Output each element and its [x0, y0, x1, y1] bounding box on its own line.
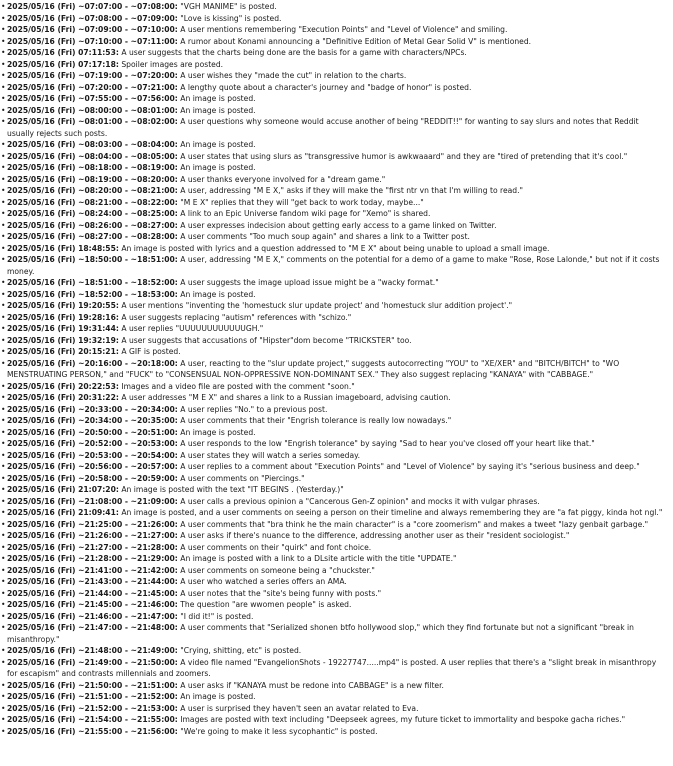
entry-timestamp: 2025/05/16 (Fri) ~21:48:00 - ~21:49:00: [7, 646, 178, 655]
bullet-icon: • [1, 726, 6, 736]
log-entry [1, 243, 665, 255]
entry-timestamp: 2025/05/16 (Fri) ~21:52:00 - ~21:53:00: [7, 703, 178, 713]
bullet-icon: • [1, 13, 6, 23]
log-entry [1, 162, 665, 174]
entry-timestamp: 2025/05/16 (Fri) ~21:25:00 - ~21:26:00: [7, 519, 178, 529]
entry-timestamp: 2025/05/16 (Fri) 21:09:41: [7, 508, 119, 517]
entry-timestamp: 2025/05/16 (Fri) ~08:24:00 - ~08:25:00: [7, 209, 178, 218]
entry-timestamp: 2025/05/16 (Fri) ~18:52:00 - ~18:53:00: [7, 289, 178, 299]
entry-timestamp: 2025/05/16 (Fri) ~21:55:00 - ~21:56:00: [7, 726, 178, 736]
bullet-icon: • [1, 151, 6, 161]
log-entry [1, 312, 665, 324]
entry-text: A user comments that "Serialized shonen btfo hollywood slop," which they find fortunate but not a significant "break in misanthropy." [7, 623, 634, 644]
entry-timestamp: 2025/05/16 (Fri) ~21:54:00 - ~21:55:00: [7, 715, 178, 724]
entry-timestamp: 2025/05/16 (Fri) ~20:52:00 - ~20:53:00: [7, 439, 178, 448]
bullet-icon: • [1, 82, 6, 92]
log-entry [1, 82, 665, 94]
bullet-icon: • [1, 347, 6, 356]
log-entry [1, 59, 665, 71]
entry-timestamp: 2025/05/16 (Fri) ~08:20:00 - ~08:21:00: [7, 186, 178, 195]
entry-timestamp: 2025/05/16 (Fri) 21:07:20: [7, 485, 119, 494]
entry-text: An image is posted with a link to a DLsite article with the title "UPDATE." [180, 554, 457, 563]
entry-timestamp: 2025/05/16 (Fri) 07:11:53: [7, 48, 119, 57]
log-entry [1, 703, 665, 715]
log-entry [1, 13, 665, 25]
log-entry [1, 622, 665, 645]
entry-text: A user comments that their "Engrish tolerance is really low nowadays." [180, 416, 452, 425]
log-entry [1, 254, 665, 277]
log-entry [1, 611, 665, 623]
entry-timestamp: 2025/05/16 (Fri) ~08:26:00 - ~08:27:00: [7, 220, 178, 230]
entry-timestamp: 2025/05/16 (Fri) ~08:01:00 - ~08:02:00: [7, 117, 178, 126]
log-entry [1, 438, 665, 450]
bullet-icon: • [1, 623, 6, 632]
bullet-icon: • [1, 278, 6, 287]
log-entry [1, 139, 665, 151]
entry-text: "VGH MANIME" is posted. [180, 2, 277, 11]
entry-timestamp: 2025/05/16 (Fri) 19:32:19: [7, 335, 119, 345]
entry-timestamp: 2025/05/16 (Fri) 20:31:22: [7, 393, 119, 402]
entry-text: "M E X" replies that they will "get back to work today, maybe..." [180, 197, 424, 207]
entry-timestamp: 2025/05/16 (Fri) ~21:08:00 - ~21:09:00: [7, 496, 178, 506]
log-entry [1, 185, 665, 197]
log-entry [1, 1, 665, 13]
bullet-icon: • [1, 220, 6, 230]
log-entry [1, 542, 665, 554]
entry-text: A user comments "Too much soup again" and shares a link to a Twitter post. [180, 232, 470, 241]
entry-text: A rumor about Konami announcing a "Definitive Edition of Metal Gear Solid V" is mentioned. [180, 36, 532, 46]
entry-timestamp: 2025/05/16 (Fri) 19:31:44: [7, 324, 119, 333]
entry-text: A user, addressing "M E X," comments on the potential for a demo of a game to make "Rose, Rose Lalonde," but not if it costs money. [7, 255, 660, 276]
entry-timestamp: 2025/05/16 (Fri) 18:48:55: [7, 243, 119, 253]
log-entry [1, 473, 665, 485]
log-entry [1, 726, 665, 738]
entry-text: "Crying, shitting, etc" is posted. [180, 646, 302, 655]
log-entry [1, 588, 665, 600]
log-entry [1, 415, 665, 427]
bullet-icon: • [1, 393, 6, 402]
entry-timestamp: 2025/05/16 (Fri) ~07:19:00 - ~07:20:00: [7, 71, 178, 80]
log-entry [1, 565, 665, 577]
bullet-icon: • [1, 588, 6, 598]
bullet-icon: • [1, 611, 6, 621]
bullet-icon: • [1, 439, 6, 448]
entry-text: A user states that using slurs as "transgressive humor is awkwaaard" and they are "tired of pretending that it's cool." [180, 151, 628, 161]
entry-timestamp: 2025/05/16 (Fri) ~21:46:00 - ~21:47:00: [7, 611, 178, 621]
bullet-icon: • [1, 531, 6, 540]
log-entry [1, 358, 665, 381]
bullet-icon: • [1, 416, 6, 425]
bullet-icon: • [1, 48, 6, 57]
entry-text: A user mentions remembering "Execution Points" and "Level of Violence" and smiling. [180, 25, 508, 34]
bullet-icon: • [1, 358, 6, 368]
entry-timestamp: 2025/05/16 (Fri) ~21:43:00 - ~21:44:00: [7, 577, 178, 586]
log-entry [1, 105, 665, 117]
bullet-icon: • [1, 209, 6, 218]
entry-timestamp: 2025/05/16 (Fri) ~20:34:00 - ~20:35:00: [7, 416, 178, 425]
bullet-icon: • [1, 324, 6, 333]
entry-text: Images and a video file are posted with the comment "soon." [121, 381, 355, 391]
entry-timestamp: 2025/05/16 (Fri) ~21:28:00 - ~21:29:00: [7, 554, 178, 563]
entry-text: A user comments on their "quirk" and font choice. [180, 542, 372, 552]
log-entry [1, 277, 665, 289]
bullet-icon: • [1, 59, 6, 69]
log-entry [1, 427, 665, 439]
bullet-icon: • [1, 473, 6, 483]
bullet-icon: • [1, 301, 6, 310]
bullet-icon: • [1, 692, 6, 701]
entry-timestamp: 2025/05/16 (Fri) ~20:50:00 - ~20:51:00: [7, 427, 178, 437]
log-entry [1, 93, 665, 105]
entry-text: An image is posted. [180, 105, 256, 115]
bullet-icon: • [1, 404, 6, 414]
bullet-icon: • [1, 496, 6, 506]
bullet-icon: • [1, 462, 6, 471]
bullet-icon: • [1, 36, 6, 46]
log-entry [1, 496, 665, 508]
bullet-icon: • [1, 174, 6, 184]
entry-timestamp: 2025/05/16 (Fri) ~08:04:00 - ~08:05:00: [7, 151, 178, 161]
entry-timestamp: 2025/05/16 (Fri) ~21:47:00 - ~21:48:00: [7, 623, 178, 632]
entry-timestamp: 2025/05/16 (Fri) ~21:44:00 - ~21:45:00: [7, 588, 178, 598]
bullet-icon: • [1, 600, 6, 609]
entry-text: A link to an Epic Universe fandom wiki page for "Xemo" is shared. [180, 209, 431, 218]
log-entry [1, 530, 665, 542]
entry-text: A user suggests that the charts being done are the basis for a game with characters/NPCs. [121, 48, 467, 57]
bullet-icon: • [1, 542, 6, 552]
entry-text: A user notes that the "site's being funny with posts." [180, 588, 382, 598]
log-entry [1, 335, 665, 347]
entry-text: A user replies to a comment about "Execution Points" and "Level of Violence" by saying it's "serious business and deep." [180, 462, 640, 471]
entry-timestamp: 2025/05/16 (Fri) ~07:55:00 - ~07:56:00: [7, 94, 178, 103]
log-entry [1, 220, 665, 232]
log-entry [1, 519, 665, 531]
entry-text: A user asks if "KANAYA must be redone into CABBAGE" is a new filter. [180, 680, 444, 690]
log-entry [1, 208, 665, 220]
entry-text: A user is surprised they haven't seen an avatar related to Eva. [180, 703, 419, 713]
log-entry [1, 24, 665, 36]
entry-text: "Love is kissing" is posted. [180, 13, 282, 23]
entry-text: A user comments on someone being a "chuckster." [180, 565, 375, 575]
entry-text: An image is posted. [180, 289, 256, 299]
entry-timestamp: 2025/05/16 (Fri) ~18:51:00 - ~18:52:00: [7, 278, 178, 287]
log-entry [1, 70, 665, 82]
entry-timestamp: 2025/05/16 (Fri) ~07:07:00 - ~07:08:00: [7, 2, 178, 11]
bullet-icon: • [1, 243, 6, 253]
log-entry [1, 323, 665, 335]
entry-text: A user thanks everyone involved for a "dream game." [180, 174, 386, 184]
log-entry [1, 599, 665, 611]
log-entry [1, 47, 665, 59]
bullet-icon: • [1, 554, 6, 563]
bullet-icon: • [1, 255, 6, 264]
entry-timestamp: 2025/05/16 (Fri) 20:22:53: [7, 381, 119, 391]
log-entry [1, 289, 665, 301]
bullet-icon: • [1, 485, 6, 494]
log-entry [1, 404, 665, 416]
entry-text: A lengthy quote about a character's journey and "badge of honor" is posted. [180, 82, 472, 92]
entry-timestamp: 2025/05/16 (Fri) ~21:51:00 - ~21:52:00: [7, 692, 178, 701]
entry-text: A user replies "No." to a previous post. [180, 404, 328, 414]
entry-text: A user, reacting to the "slur update project," suggests autocorrecting "YOU" to "XE/XER" and "BITCH/BITCH" to "WO MENSTRUATING PERSON," and "FUCK" to "CONSENSUAL NON-OPPRESSIVE NON-DOMINANT SEX." They also suggest replacing "KANAYA" with "CABBAGE." [7, 358, 620, 379]
log-entry [1, 507, 665, 519]
bullet-icon: • [1, 646, 6, 655]
entry-text: A user, addressing "M E X," asks if they will make the "first ntr vn that I'm willing to read." [180, 186, 524, 195]
entry-text: A user asks if there's nuance to the difference, addressing another user as their "resident sociologist." [180, 531, 570, 540]
entry-text: A user suggests that accusations of "Hipster"dom become "TRICKSTER" too. [121, 335, 412, 345]
entry-text: An image is posted. [180, 427, 256, 437]
log-entry [1, 657, 665, 680]
entry-text: An image is posted. [180, 692, 256, 701]
entry-text: A user wishes they "made the cut" in relation to the charts. [180, 71, 407, 80]
entry-text: A GIF is posted. [121, 347, 181, 356]
entry-text: The question "are wwomen people" is asked. [180, 600, 352, 609]
bullet-icon: • [1, 25, 6, 34]
log-entry [1, 450, 665, 462]
entry-timestamp: 2025/05/16 (Fri) ~21:49:00 - ~21:50:00: [7, 657, 178, 667]
entry-timestamp: 2025/05/16 (Fri) ~20:58:00 - ~20:59:00: [7, 473, 178, 483]
bullet-icon: • [1, 427, 6, 437]
entry-timestamp: 2025/05/16 (Fri) ~07:10:00 - ~07:11:00: [7, 36, 178, 46]
log-entry [1, 231, 665, 243]
log-entry [1, 392, 665, 404]
entry-timestamp: 2025/05/16 (Fri) ~08:03:00 - ~08:04:00: [7, 140, 178, 149]
bullet-icon: • [1, 565, 6, 575]
entry-timestamp: 2025/05/16 (Fri) ~18:50:00 - ~18:51:00: [7, 255, 178, 264]
log-entry [1, 484, 665, 496]
entry-text: An image is posted. [180, 140, 256, 149]
bullet-icon: • [1, 577, 6, 586]
bullet-icon: • [1, 289, 6, 299]
entry-text: A user suggests the image upload issue might be a "wacky format." [180, 278, 439, 287]
entry-timestamp: 2025/05/16 (Fri) ~08:18:00 - ~08:19:00: [7, 163, 178, 172]
bullet-icon: • [1, 715, 6, 724]
entry-text: "I did it!" is posted. [180, 611, 254, 621]
entry-text: A user states they will watch a series someday. [180, 450, 360, 460]
entry-text: Spoiler images are posted. [121, 59, 224, 69]
entry-text: A user mentions "inventing the 'homestuck slur update project' and 'homestuck slur addition project'." [121, 301, 513, 310]
log-entry [1, 116, 665, 139]
bullet-icon: • [1, 94, 6, 103]
log-entry [1, 174, 665, 186]
log-entry [1, 680, 665, 692]
bullet-icon: • [1, 450, 6, 460]
entry-timestamp: 2025/05/16 (Fri) ~21:26:00 - ~21:27:00: [7, 531, 178, 540]
entry-timestamp: 2025/05/16 (Fri) 19:20:55: [7, 301, 119, 310]
bullet-icon: • [1, 163, 6, 172]
entry-text: A user suggests replacing "autism" references with "schizo." [121, 312, 352, 322]
entry-timestamp: 2025/05/16 (Fri) ~07:09:00 - ~07:10:00: [7, 25, 178, 34]
entry-timestamp: 2025/05/16 (Fri) ~20:16:00 - ~20:18:00: [7, 358, 178, 368]
bullet-icon: • [1, 508, 6, 517]
bullet-icon: • [1, 117, 6, 126]
entry-timestamp: 2025/05/16 (Fri) ~20:33:00 - ~20:34:00: [7, 404, 178, 414]
entry-timestamp: 2025/05/16 (Fri) ~07:20:00 - ~07:21:00: [7, 82, 178, 92]
entry-text: A user replies "UUUUUUUUUUUUGH." [121, 324, 264, 333]
bullet-icon: • [1, 105, 6, 115]
entry-text: A user questions why someone would accuse another of being "REDDIT!!" for wanting to say slurs and notes that Reddit usually rejects such posts. [7, 117, 639, 138]
bullet-icon: • [1, 312, 6, 322]
entry-timestamp: 2025/05/16 (Fri) ~08:19:00 - ~08:20:00: [7, 174, 178, 184]
entry-text: An image is posted with the text "IT BEGINS . (Yesterday.)" [121, 485, 344, 494]
bullet-icon: • [1, 335, 6, 345]
entry-timestamp: 2025/05/16 (Fri) ~20:53:00 - ~20:54:00: [7, 450, 178, 460]
entry-text: An image is posted with lyrics and a question addressed to "M E X" about being unable to upload a small image. [121, 243, 550, 253]
bullet-icon: • [1, 186, 6, 195]
bullet-icon: • [1, 381, 6, 391]
log-entry [1, 645, 665, 657]
log-entry [1, 36, 665, 48]
entry-text: A user addresses "M E X" and shares a link to a Russian imageboard, advising caution. [121, 393, 451, 402]
entry-text: A user responds to the low "Engrish tolerance" by saying "Sad to hear you've closed off your heart like that." [180, 439, 595, 448]
entry-text: An image is posted. [180, 163, 256, 172]
entry-timestamp: 2025/05/16 (Fri) 07:17:18: [7, 59, 119, 69]
entry-text: A video file named "EvangelionShots - 19227747.....mp4" is posted. A user replies that there's a "slight break in misanthropy for escapism" and contrasts millennials and zoomers. [7, 657, 657, 678]
log-entry [1, 576, 665, 588]
entry-text: A user calls a previous opinion a "Cancerous Gen-Z opinion" and mocks it with vulgar phrases. [180, 496, 540, 506]
entry-timestamp: 2025/05/16 (Fri) ~08:21:00 - ~08:22:00: [7, 197, 178, 207]
log-entry [1, 691, 665, 703]
log-entry [1, 714, 665, 726]
entry-timestamp: 2025/05/16 (Fri) ~08:00:00 - ~08:01:00: [7, 105, 178, 115]
bullet-icon: • [1, 197, 6, 207]
log-entry [1, 553, 665, 565]
entry-text: A user who watched a series offers an AMA. [180, 577, 347, 586]
bullet-icon: • [1, 519, 6, 529]
entry-text: Images are posted with text including "Deepseek agrees, my future ticket to immortality and bespoke gacha riches." [180, 715, 626, 724]
entry-text: An image is posted, and a user comments on seeing a person on their timeline and always remembering they are "a fat piggy, kinda hot ngl." [121, 508, 663, 517]
entry-text: An image is posted. [180, 94, 256, 103]
entry-timestamp: 2025/05/16 (Fri) ~07:08:00 - ~07:09:00: [7, 13, 178, 23]
entry-timestamp: 2025/05/16 (Fri) ~08:27:00 - ~08:28:00: [7, 232, 178, 241]
entry-timestamp: 2025/05/16 (Fri) 19:28:16: [7, 312, 119, 322]
entry-timestamp: 2025/05/16 (Fri) ~21:41:00 - ~21:42:00: [7, 565, 178, 575]
entry-timestamp: 2025/05/16 (Fri) ~21:45:00 - ~21:46:00: [7, 600, 178, 609]
entry-timestamp: 2025/05/16 (Fri) ~21:27:00 - ~21:28:00: [7, 542, 178, 552]
bullet-icon: • [1, 71, 6, 80]
log-entry [1, 381, 665, 393]
log-entry [1, 346, 665, 358]
entry-timestamp: 2025/05/16 (Fri) 20:15:21: [7, 347, 119, 356]
log-entry [1, 151, 665, 163]
bullet-icon: • [1, 2, 6, 11]
entry-text: A user expresses indecision about getting early access to a game linked on Twitter. [180, 220, 497, 230]
entry-timestamp: 2025/05/16 (Fri) ~20:56:00 - ~20:57:00: [7, 462, 178, 471]
entry-text: "We're going to make it less sycophantic" is posted. [180, 726, 378, 736]
log-entry [1, 461, 665, 473]
log-entry [1, 197, 665, 209]
bullet-icon: • [1, 657, 6, 667]
entry-text: A user comments that "bra think he the main character" is a "core zoomerism" and makes a tweet "lazy genbait garbage." [180, 519, 649, 529]
bullet-icon: • [1, 680, 6, 690]
entry-timestamp: 2025/05/16 (Fri) ~21:50:00 - ~21:51:00: [7, 680, 178, 690]
entry-text: A user comments on "Piercings." [180, 473, 305, 483]
bullet-icon: • [1, 703, 6, 713]
bullet-icon: • [1, 232, 6, 241]
log-entry [1, 300, 665, 312]
bullet-icon: • [1, 140, 6, 149]
